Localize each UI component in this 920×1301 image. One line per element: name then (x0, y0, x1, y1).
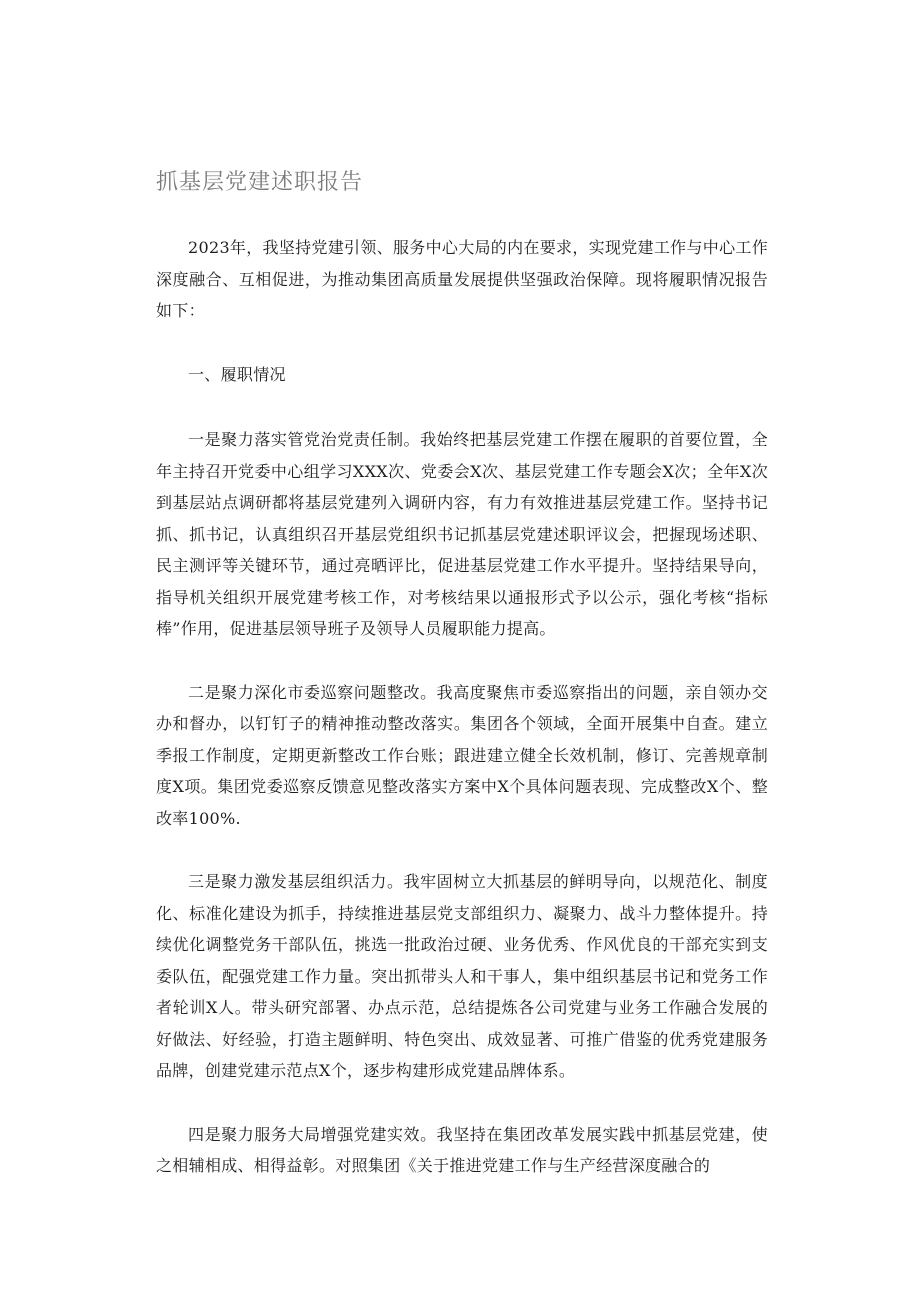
section-heading: 一、履职情况 (188, 364, 286, 384)
document-title: 抓基层党建述职报告 (156, 170, 364, 195)
paragraph-item-2: 二是聚力深化市委巡察问题整改。我高度聚焦市委巡察指出的问题，亲自领办交办和督办，以钉钉子的精神推动整改落实。集团各个领域，全面开展集中自查。建立季报工作制度，定期更新整改工作台账；跟进建立健全长效机制，修订、完善规章制度X项。集团党委巡察反馈意见整改落实方案中X个具体问题表现、完成整改X个、整改率100%. (156, 682, 768, 828)
paragraph-intro: 2023年，我坚持党建引领、服务中心大局的内在要求，实现党建工作与中心工作深度融合、互相促进，为推动集团高质量发展提供坚强政治保障。现将履职情况报告如下： (156, 238, 768, 320)
paragraph-item-1: 一是聚力落实管党治党责任制。我始终把基层党建工作摆在履职的首要位置，全年主持召开党委中心组学习XXX次、党委会X次、基层党建工作专题会X次；全年X次到基层站点调研都将基层党建列入调研内容，有力有效推进基层党建工作。坚持书记抓、抓书记，认真组织召开基层党组织书记抓基层党建述职评议会，把握现场述职、民主测评等关键环节，通过亮晒评比，促进基层党建工作水平提升。坚持结果导向，指导机关组织开展党建考核工作，对考核结果以通报形式予以公示，强化考核“指标棒”作用，促进基层领导班子及领导人员履职能力提高。 (156, 430, 768, 638)
paragraph-item-3: 三是聚力激发基层组织活力。我牢固树立大抓基层的鲜明导向，以规范化、制度化、标准化建设为抓手，持续推进基层党支部组织力、凝聚力、战斗力整体提升。持续优化调整党务干部队伍，挑选一批政治过硬、业务优秀、作风优良的干部充实到支委队伍，配强党建工作力量。突出抓带头人和干事人，集中组织基层书记和党务工作者轮训X人。带头研究部署、办点示范，总结提炼各公司党建与业务工作融合发展的好做法、好经验，打造主题鲜明、特色突出、成效显著、可推广借鉴的优秀党建服务品牌，创建党建示范点X个，逐步构建形成党建品牌体系。 (156, 872, 768, 1080)
document-body (156, 232, 768, 1214)
paragraph-item-4: 四是聚力服务大局增强党建实效。我坚持在集团改革发展实践中抓基层党建，使之相辅相成、相得益彰。对照集团《关于推进党建工作与生产经营深度融合的 (156, 1124, 768, 1175)
